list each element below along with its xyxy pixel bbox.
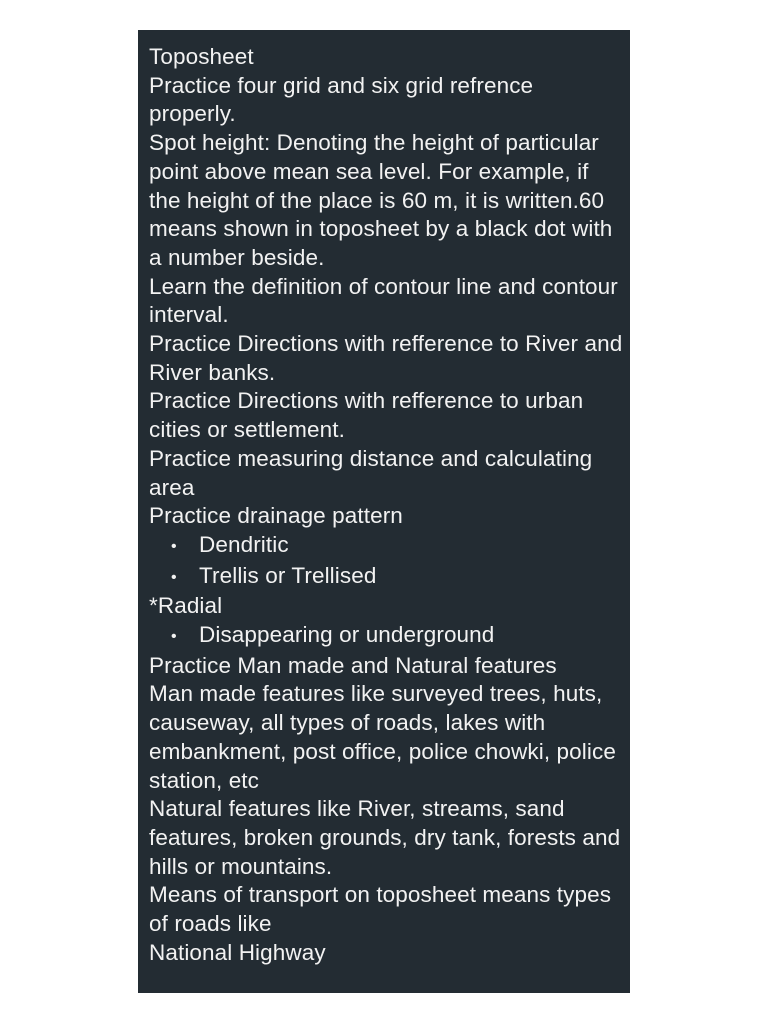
bullet-text: Disappearing or underground — [199, 622, 495, 648]
bullet-icon: • — [171, 537, 177, 555]
bullet-text: Trellis or Trellised — [199, 562, 377, 588]
note-item-natural: Natural features like River, streams, sand features, broken grounds, dry tank, forests and hills or mountains. — [149, 796, 621, 879]
note-item-features: Practice Man made and Natural features — [149, 652, 557, 678]
note-item-national-highway: National Highway — [149, 939, 326, 965]
note-item-transport: Means of transport on toposheet means types of roads like — [149, 882, 612, 937]
note-content — [149, 43, 624, 968]
note-item-distance-area: Practice measuring distance and calculating area — [149, 445, 593, 500]
note-item-directions-river: Practice Directions with refference to River and River banks. — [149, 331, 623, 385]
note-panel — [138, 30, 630, 993]
bullet-text: Dendritic — [199, 531, 289, 557]
bullet-icon: • — [171, 628, 177, 646]
note-item-drainage: Practice drainage pattern — [149, 503, 403, 529]
list-item — [149, 621, 624, 652]
note-item-man-made: Man made features like surveyed trees, huts, causeway, all types of roads, lakes with embankment, post office, police chowki, police station, etc — [149, 681, 616, 793]
bullet-icon: • — [171, 568, 177, 586]
note-radial: *Radial — [149, 593, 223, 619]
note-item-spot-height: Spot height: Denoting the height of particular point above mean sea level. For example, if the height of the place is 60 m, it is written.60 means shown in toposheet by a black dot with a number beside. — [149, 130, 613, 270]
note-title: Toposheet — [149, 44, 254, 69]
note-item-grid-reference: Practice four grid and six grid refrence properly. — [149, 72, 534, 127]
list-item — [149, 562, 624, 593]
note-item-contour: Learn the definition of contour line and contour interval. — [149, 273, 618, 328]
note-item-directions-urban: Practice Directions with refference to urban cities or settlement. — [149, 388, 584, 443]
list-item — [149, 531, 624, 562]
